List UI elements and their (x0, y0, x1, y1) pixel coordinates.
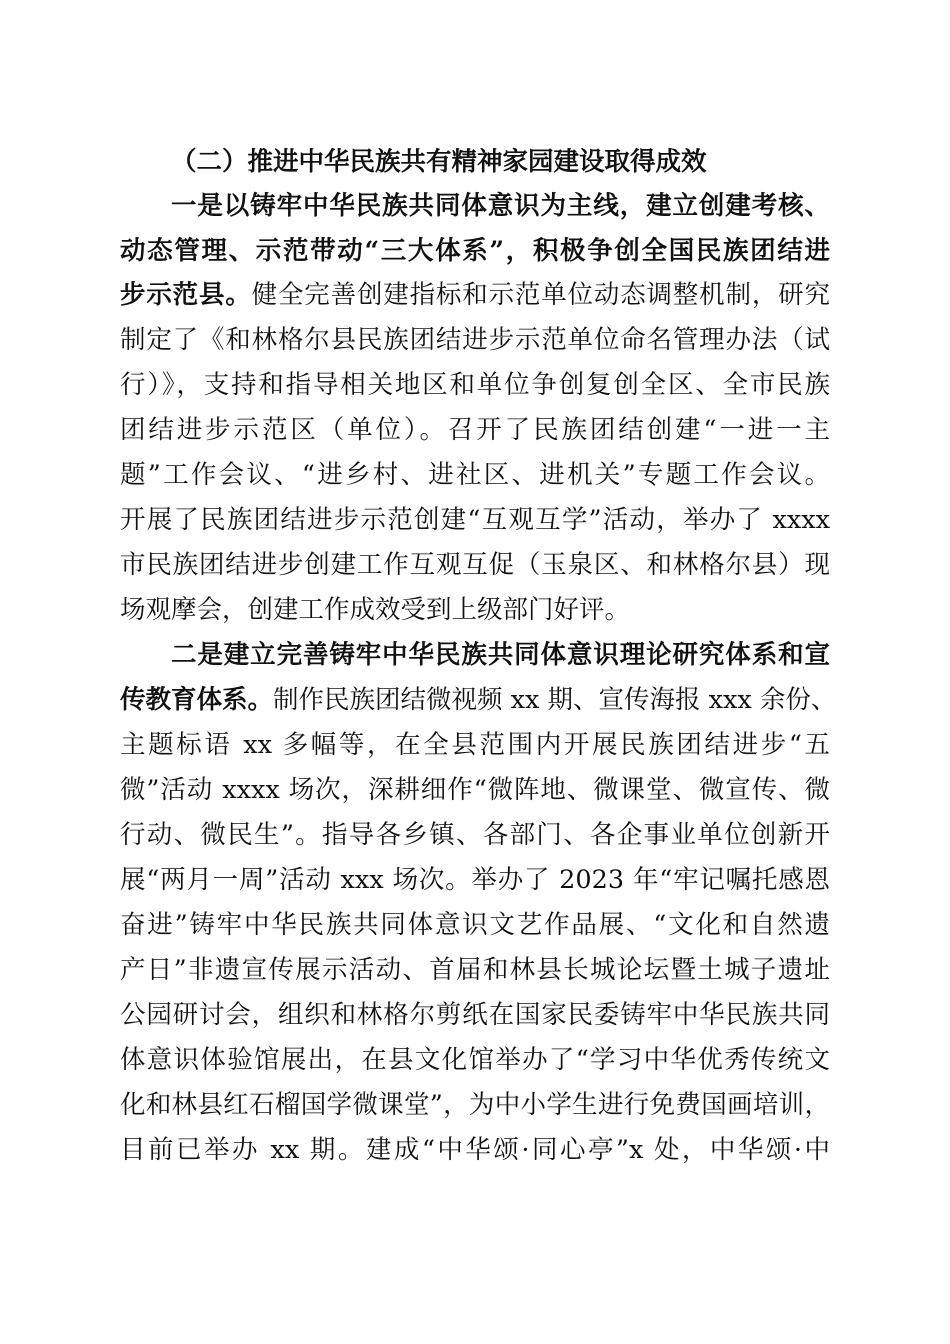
paragraph1-line-7: 题”工作会议、“进乡村、进社区、进机关”专题工作会议。 (120, 460, 830, 490)
paragraph2-line-1: 二是建立完善铸牢中华民族共同体意识理论研究体系和宣 (171, 640, 830, 670)
paragraph2-line-12: 目前已举办 xx 期。建成“中华颂·同心亭”x 处，中华颂·中 (120, 1135, 830, 1165)
paragraph2-line-7: 奋进”铸牢中华民族共同体意识文艺作品展、“文化和自然遗 (120, 910, 830, 940)
paragraph1-line-9: 市民族团结进步创建工作互观互促（玉泉区、和林格尔县）现 (120, 550, 830, 580)
paragraph1-line-2: 动态管理、示范带动“三大体系”，积极争创全国民族团结进 (120, 236, 830, 266)
paragraph2-line-8: 产日”非遗宣传展示活动、首届和林县长城论坛暨土城子遗址 (120, 955, 830, 985)
paragraph2-line-5: 行动、微民生”。指导各乡镇、各部门、各企事业单位创新开 (120, 820, 830, 850)
paragraph1-line-6: 团结进步示范区（单位）。召开了民族团结创建“一进一主 (120, 415, 830, 445)
paragraph1-line-8: 开展了民族团结进步示范创建“互观互学”活动，举办了 xxxx (120, 505, 830, 535)
paragraph1-line-3 (120, 273, 830, 317)
paragraph1-line-5: 行）》，支持和指导相关地区和单位争创复创全区、全市民族 (120, 370, 830, 400)
paragraph2-line-2 (120, 678, 837, 722)
section-heading: （二）推进中华民族共有精神家园建设取得成效 (171, 147, 707, 177)
paragraph2-line-6: 展“两月一周”活动 xxx 场次。举办了 2023 年“牢记嘱托感恩 (120, 865, 830, 895)
paragraph1-line-3-rest: 健全完善创建指标和示范单位动态调整机制，研究 (251, 280, 830, 310)
paragraph2-lead-end: 传教育体系。 (120, 685, 274, 715)
paragraph2-line-3: 主题标语 xx 多幅等，在全县范围内开展民族团结进步“五 (120, 730, 830, 760)
paragraph2-line-10: 体意识体验馆展出，在县文化馆举办了“学习中华优秀传统文 (120, 1045, 830, 1075)
paragraph2-line-4: 微”活动 xxxx 场次，深耕细作“微阵地、微课堂、微宣传、微 (120, 775, 830, 805)
paragraph1-line-10: 场观摩会，创建工作成效受到上级部门好评。 (120, 595, 631, 625)
paragraph1-lead-end: 步示范县。 (120, 280, 252, 310)
paragraph1-line-4: 制定了《和林格尔县民族团结进步示范单位命名管理办法（试 (120, 325, 830, 355)
paragraph2-line-9: 公园研讨会，组织和林格尔剪纸在国家民委铸牢中华民族共同 (120, 1000, 830, 1030)
paragraph2-line-11: 化和林县红石榴国学微课堂”，为中小学生进行免费国画培训， (120, 1090, 830, 1120)
paragraph2-line-2-rest: 制作民族团结微视频 xx 期、宣传海报 xxx 余份、 (273, 685, 837, 715)
paragraph1-line-1: 一是以铸牢中华民族共同体意识为主线，建立创建考核、 (171, 191, 830, 221)
